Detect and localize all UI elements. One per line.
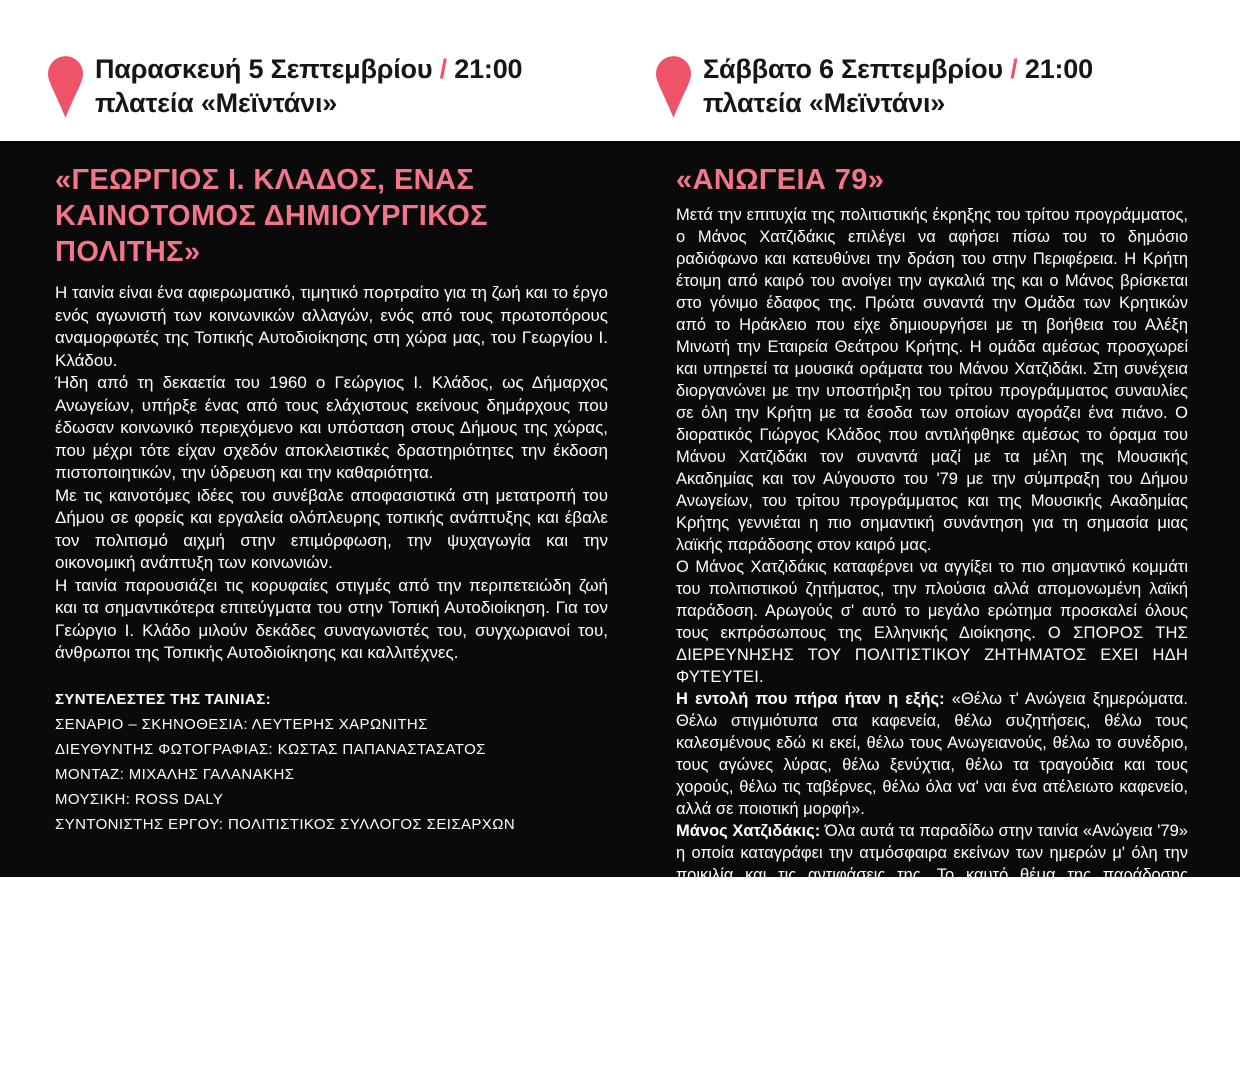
credit-line: ΣΥΝΤΟΝΙΣΤΗΣ ΕΡΓΟΥ: ΠΟΛΙΤΙΣΤΙΚΟΣ ΣΥΛΛΟΓΟΣ ΣΕΙΣΑΡΧΩΝ: [55, 815, 516, 833]
film-title: «ΑΝΩΓΕΙΑ 79»: [676, 164, 885, 196]
paragraph-text: «Θέλω τ' Ανώγεια ξημερώματα. Θέλω στιγμιότυπα στα καφενεία, θέλω συζητήσεις, θέλω τους καλεσμένους εδώ κι εκεί, θέλω τους Ανωγειανούς, θέλω το συνέδριο, τους αγώνες λύρας, θέλω ξενύχτια, θέλω τα τραγούδια και τους χορούς, θέλω τις ταβέρνες, θέλω όλα να' ναι ένα ατέλειωτο καφενείο, αλλά σε ποιοτική μορφή».: [676, 690, 1188, 818]
header-band: [0, 0, 1240, 141]
event-time: 21:00: [1024, 54, 1093, 84]
slash-separator: /: [1010, 54, 1018, 84]
event-venue: πλατεία «Μεϊντάνι»: [95, 88, 338, 118]
credits-text: ΣΚΗΝΟΘΕΣΙΑ/ΔΙΕΥΘΥΝΣΗ ΦΩΤΟΓΡΑΦΙΑΣ/ΜΟΝΤΑΖ: ΔΗΜΗΤΡΗΣ ΒΕΡΝΙΚΟΣ, ΗΧΟΛΗΨΙΑ: ΓΙΑΝΝΗΣ ΔΕΡΜΙΤΖΑΚΗΣ, Β΄ ΚΑΜΕΡΑ: ΣΤΑΜΑΤΗΣ ΓΙΑΝΝΟΥΛΗΣ, ΒΟΗΘΟΣ ΟΠΕΡΑΤΕΡ: ΣΗΦΗΣ ΚΟΥΝΔΟΥΡΟΣ, ΒΟΗΘΟΣ ΣΚΗΝΟΘΕΤΗ: ΓΚΑΙΗ ΑΓΓΕΛΗ-ΡΕΝΤΖΗ, ΗΛΕΚΤΡΟΛΟΓΟΣ: ΑΝΤΩΝΗΣ ΧΡΗΣΤΙΔΗΣ, ΠΑΡΑΓΩΓΗ: ΜΟΥΣΙΚΗ ΑΚΑΔΗΜΙΑ ΚΡΗΤΗΣ: [676, 969, 1188, 1089]
event-datetime-venue: [703, 52, 1093, 120]
synopsis-paragraph: Με τις καινοτόμες ιδέες του συνέβαλε αποφασιστικά στη μετατροπή του Δήμου σε φορείς και εργαλεία ολόπλευρης τοπικής ανάπτυξης και έβαλε τον πολιτισμό αιχμή στην επιμόρφωση, την ψυχαγωγία και την οικονομική ανάπτυξη των κοινωνιών.: [55, 485, 608, 572]
credit-line: ΜΟΝΤΑΖ: ΜΙΧΑΛΗΣ ΓΑΛΑΝΑΚΗΣ: [55, 765, 295, 783]
film-title: «ΓΕΩΡΓΙΟΣ Ι. ΚΛΑΔΟΣ, ΕΝΑΣ ΚΑΙΝΟΤΟΜΟΣ ΔΗΜΙΟΥΡΓΙΚΟΣ ΠΟΛΙΤΗΣ»: [55, 164, 488, 268]
location-pin-icon: [656, 56, 691, 118]
event-date-line: [95, 52, 522, 86]
slash-separator: /: [439, 54, 447, 84]
synopsis-paragraph: Μετά την επιτυχία της πολιτιστικής έκρηξης του τρίτου προγράμματος, ο Μάνος Χατζιδάκις επιλέγει να αφήσει πίσω του το δημόσιο ραδιόφωνο και κατευθύνει την δράση του στην Περιφέρεια. Η Κρήτη έτοιμη από καιρό του ανοίγει την αγκαλιά της και ο Μάνος βρίσκεται στο γόνιμο έδαφος της. Πρώτα συναντά την Ομάδα των Κρητικών από το Ηράκλειο που είχε δημιουργήσει με τη βοήθεια του Αλέξη Μινωτή την Εταιρεία Θεάτρου Κρήτης. Η ομάδα αμέσως προσχωρεί και υπηρετεί τα μουσικά οράματα του Μάνου Χατζιδάκι. Στη συνέχεια διοργανώνει με την υποστήριξη του τρίτου προγράμματος συναυλίες σε όλη την Κρήτη με τα έσοδα των οποίων αγοράζει ένα πιάνο. Ο διορατικός Γιώργος Κλάδος που αντιλήφθηκε αμέσως το όραμα του Μάνου Χατζιδάκι τον συναντά μαζί με τα μέλη της Μουσικής Ακαδημίας και τον Αύγουστο του '79 με την σύμπραξη του Δήμου Ανωγείων, του τρίτου προγράμματος και της Μουσικής Ακαδημίας Κρήτης γεννιέται η πιο σημαντική συνάντηση για τη σημασία μιας λαϊκής παράδοσης στον καιρό μας.: [676, 206, 1188, 554]
credit-line: ΔΙΕΥΘΥΝΤΗΣ ΦΩΤΟΓΡΑΦΙΑΣ: ΚΩΣΤΑΣ ΠΑΠΑΝΑΣΤΑΣΑΤΟΣ: [55, 740, 486, 758]
film-credits: [676, 966, 1188, 1092]
credits-heading: ΣΥΝΤΕΛΕΣΤΕΣ ΤΗΣ ΤΑΙΝΙΑΣ:: [676, 969, 885, 984]
film-credits: [55, 687, 608, 837]
location-pin-icon: [48, 56, 83, 118]
event-friday: [48, 52, 522, 120]
paragraph-text: Όλα αυτά τα παραδίδω στην ταινία «Ανώγεια '79» η οποία καταγράφει την ατμόσφαιρα εκείνων των ημερών μ' όλη την ποικιλία και τις αντιφάσεις της. Το καυτό θέμα της παράδοσης αναλύεται, αμφισβητείται και ζει μπροστά στα μάτια μας, πηγαίο και χωρίς συζητήσεις απ΄ το μικρό παιδάκι των τεσσάρων ετών που λέει μαντινάδες, μέχρι τους χορούς και τα τραγούδια των μεγάλων.: [676, 822, 1188, 950]
event-datetime-venue: [95, 52, 522, 120]
film-column-klados: [55, 162, 608, 837]
film-synopsis: [55, 282, 608, 665]
paragraph-lead: Μάνος Χατζιδάκις:: [676, 822, 821, 840]
event-date: Σάββατο 6 Σεπτεμβρίου: [703, 54, 1003, 84]
event-saturday: [656, 52, 1093, 120]
black-panel: [0, 141, 1240, 1089]
synopsis-paragraph: Η ταινία παρουσιάζει τις κορυφαίες στιγμές από την περιπετειώδη ζωή και τα σημαντικότερα επιτεύγματα του στην Τοπική Αυτοδιοίκηση. Για τον Γεώργιο Ι. Κλάδο μιλούν δεκάδες συναγωνιστές του, συγχωριανοί του, άνθρωποι της Τοπικής Αυτοδιοίκησης και καλλιτέχνες.: [55, 575, 608, 662]
synopsis-paragraph: Η ταινία είναι ένα αφιερωματικό, τιμητικό πορτραίτο για τη ζωή και το έργο ενός αγωνιστή των κοινωνικών αλλαγών, ενός από τους πρωτοπόρους αναμορφωτές της Τοπικής Αυτοδιοίκησης στη χώρα μας, του Γεωργίου Ι. Κλάδου.: [55, 283, 608, 370]
event-time: 21:00: [454, 54, 523, 84]
credit-line: ΣΕΝΑΡΙΟ – ΣΚΗΝΟΘΕΣΙΑ: ΛΕΥΤΕΡΗΣ ΧΑΡΩΝΙΤΗΣ: [55, 715, 428, 733]
synopsis-paragraph: [676, 688, 1188, 820]
synopsis-paragraph: Ήδη από τη δεκαετία του 1960 ο Γεώργιος Ι. Κλάδος, ως Δήμαρχος Ανωγείων, υπήρξε ένας από τους ελάχιστους εκείνους δημάρχους που έδωσαν κοινωνικό περιεχόμενο και υπόσταση στους Δήμους της χώρας, που μέχρι τότε είχαν σχεδόν αποκλειστικές δραστηριότητες την έκδοση πιστοποιητικών, την ύδρευση και την καθαριότητα.: [55, 373, 608, 482]
film-synopsis: [676, 204, 1188, 952]
paragraph-text: Ο Μάνος Χατζιδάκις καταφέρνει να αγγίξει το πιο σημαντικό κομμάτι του πολιτιστικού ζητήματος, την πλούσια αλλά απομονωμένη λαϊκή παράδοση. Αρωγούς σ' αυτό το μεγάλο ερώτημα προσκαλεί όλους τους εκπρόσωπους της Ελληνικής Διοίκησης.: [676, 558, 1188, 642]
emphasis-caps-text: Ο ΣΠΟΡΟΣ ΤΗΣ ΔΙΕΡΕΥΝΗΣΗΣ ΤΟΥ ΠΟΛΙΤΙΣΤΙΚΟΥ ΖΗΤΗΜΑΤΟΣ ΕΧΕΙ ΗΔΗ ΦΥΤΕΥΤΕΙ.: [676, 624, 1188, 686]
synopsis-paragraph: [676, 556, 1188, 688]
film-column-anogeia79: [676, 162, 1188, 1092]
credits-heading: ΣΥΝΤΕΛΕΣΤΕΣ ΤΗΣ ΤΑΙΝΙΑΣ:: [55, 690, 271, 708]
event-date-line: [703, 52, 1093, 86]
paragraph-lead: Η εντολή που πήρα ήταν η εξής:: [676, 690, 945, 708]
credit-line: ΜΟΥΣΙΚΗ: ROSS DALY: [55, 790, 224, 808]
synopsis-paragraph: [676, 820, 1188, 952]
event-venue: πλατεία «Μεϊντάνι»: [703, 88, 946, 118]
event-date: Παρασκευή 5 Σεπτεμβρίου: [95, 54, 433, 84]
